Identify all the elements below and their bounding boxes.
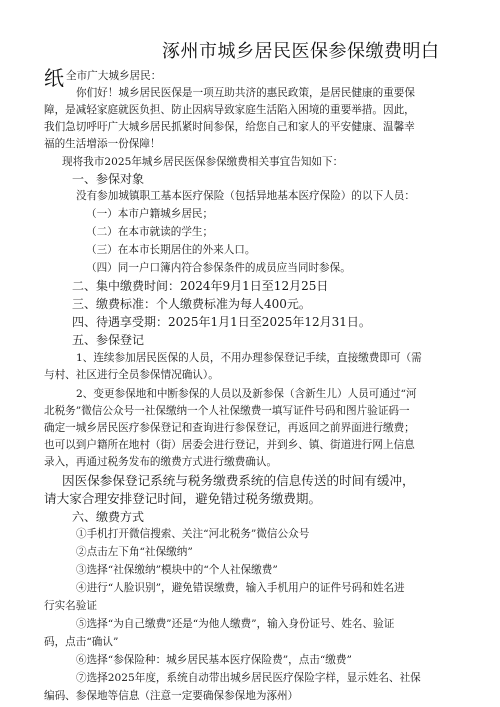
section5-para2-line-3: 确定一城乡居民医疗参保登记和查询进行参保登记，再返回之前界面进行缴费； (44, 422, 415, 434)
intro-line-4: 福的生活增添一份保障！ (44, 138, 161, 150)
section1-desc: 没有参加城镇职工基本医疗保险（包括异地基本医疗保险）的以下人员： (76, 190, 415, 202)
section6-step-1: ①手机打开微信搜索、关注“河北税务”微信公众号 (76, 528, 310, 540)
section5-note-line-1: 因医保参保登记系统与税务缴费系统的信息传送的时间有缓冲， (62, 473, 415, 488)
section3-standard: 三、缴费标准：个人缴费标准为每人400元。 (72, 297, 311, 311)
intro-line-3: 我们急切呼吁广大城乡居民抓紧时间参保，给您自己和家人的平安健康、温馨幸 (44, 121, 415, 133)
section5-note-line-2: 请大家合理安排登记时间，避免错过税务缴费期。 (44, 491, 322, 506)
section6-step-7-line-2: 编码、参保地等信息（注意一定要确保参保地为涿州） (44, 690, 299, 702)
document-title-wrap: 纸 (44, 66, 64, 90)
section5-heading: 五、参保登记 (72, 333, 145, 347)
section6-step-2: ②点击左下角“社保缴纳” (76, 546, 193, 558)
intro-line-2: 障，是减轻家庭就医负担、防止因病导致家庭生活陷入困境的重要举措。因此， (44, 104, 415, 116)
section5-para2-line-4: 也可以到户籍所在地村（街）居委会进行登记，并到乡、镇、街道进行网上信息 (44, 439, 415, 451)
intro-line-1: 你们好！城乡居民医保是一项互助共济的惠民政策，是居民健康的重要保 (76, 87, 415, 99)
section1-item-2: （二）在本市就读的学生； (86, 226, 214, 238)
section6-step-4-line-1: ④进行“人脸识别”，避免错误缴费，输入手机用户的证件号码和姓名进 (76, 582, 405, 594)
section6-step-3: ③选择“社保缴纳”模块中的“个人社保缴费” (76, 564, 278, 576)
document-title: 涿州市城乡居民医保参保缴费明白 (162, 41, 440, 62)
section6-step-4-line-2: 行实名验证 (44, 600, 97, 612)
section1-heading: 一、参保对象 (72, 172, 145, 186)
greeting: 全市广大城乡居民： (66, 70, 162, 82)
section6-heading: 六、缴费方式 (72, 510, 145, 524)
section6-step-7-line-1: ⑦选择2025年度，系统自动带出城乡居民医疗保险字样，显示姓名、社保 (76, 672, 421, 684)
section5-para2-line-2: 北税务”微信公众号一社保缴纳一个人社保缴费一填写证件号码和图片验证码一 (44, 405, 410, 417)
section4-period: 四、待遇享受期：2025年1月1日至2025年12月31日。 (72, 315, 371, 329)
section5-para1-line-2: 与村、社区进行全员参保情况确认）。 (44, 369, 219, 381)
section1-item-4: （四）同一户口簿内符合参保条件的成员应当同时参保。 (86, 262, 351, 274)
section6-step-5-line-1: ⑤选择“为自己缴费”还是“为他人缴费”，输入身份证号、姓名、验证 (76, 618, 395, 630)
section5-para2-line-5: 录入，再通过税务发布的缴费方式进行缴费确认。 (44, 456, 278, 468)
section2-time: 二、集中缴费时间：2024年9月1日至12月25日 (72, 279, 329, 293)
section5-para2-line-1: 2、变更参保地和中断参保的人员以及新参保（含新生儿）人员可通过“河 (76, 388, 417, 400)
announce-line: 现将我市2025年城乡居民医保参保缴费相关事宜告知如下： (62, 156, 344, 168)
section6-step-5-line-2: 码，点击“确认” (44, 636, 119, 648)
section1-item-3: （三）在本市长期居住的外来人口。 (86, 244, 256, 256)
section5-para1-line-1: 1、连续参加居民医保的人员，不用办理参保登记手续，直接缴费即可（需 (76, 352, 422, 364)
section1-item-1: （一）本市户籍城乡居民； (86, 208, 214, 220)
section6-step-6: ⑥选择“参保险种：城乡居民基本医疗保险费”，点击“缴费” (76, 654, 352, 666)
